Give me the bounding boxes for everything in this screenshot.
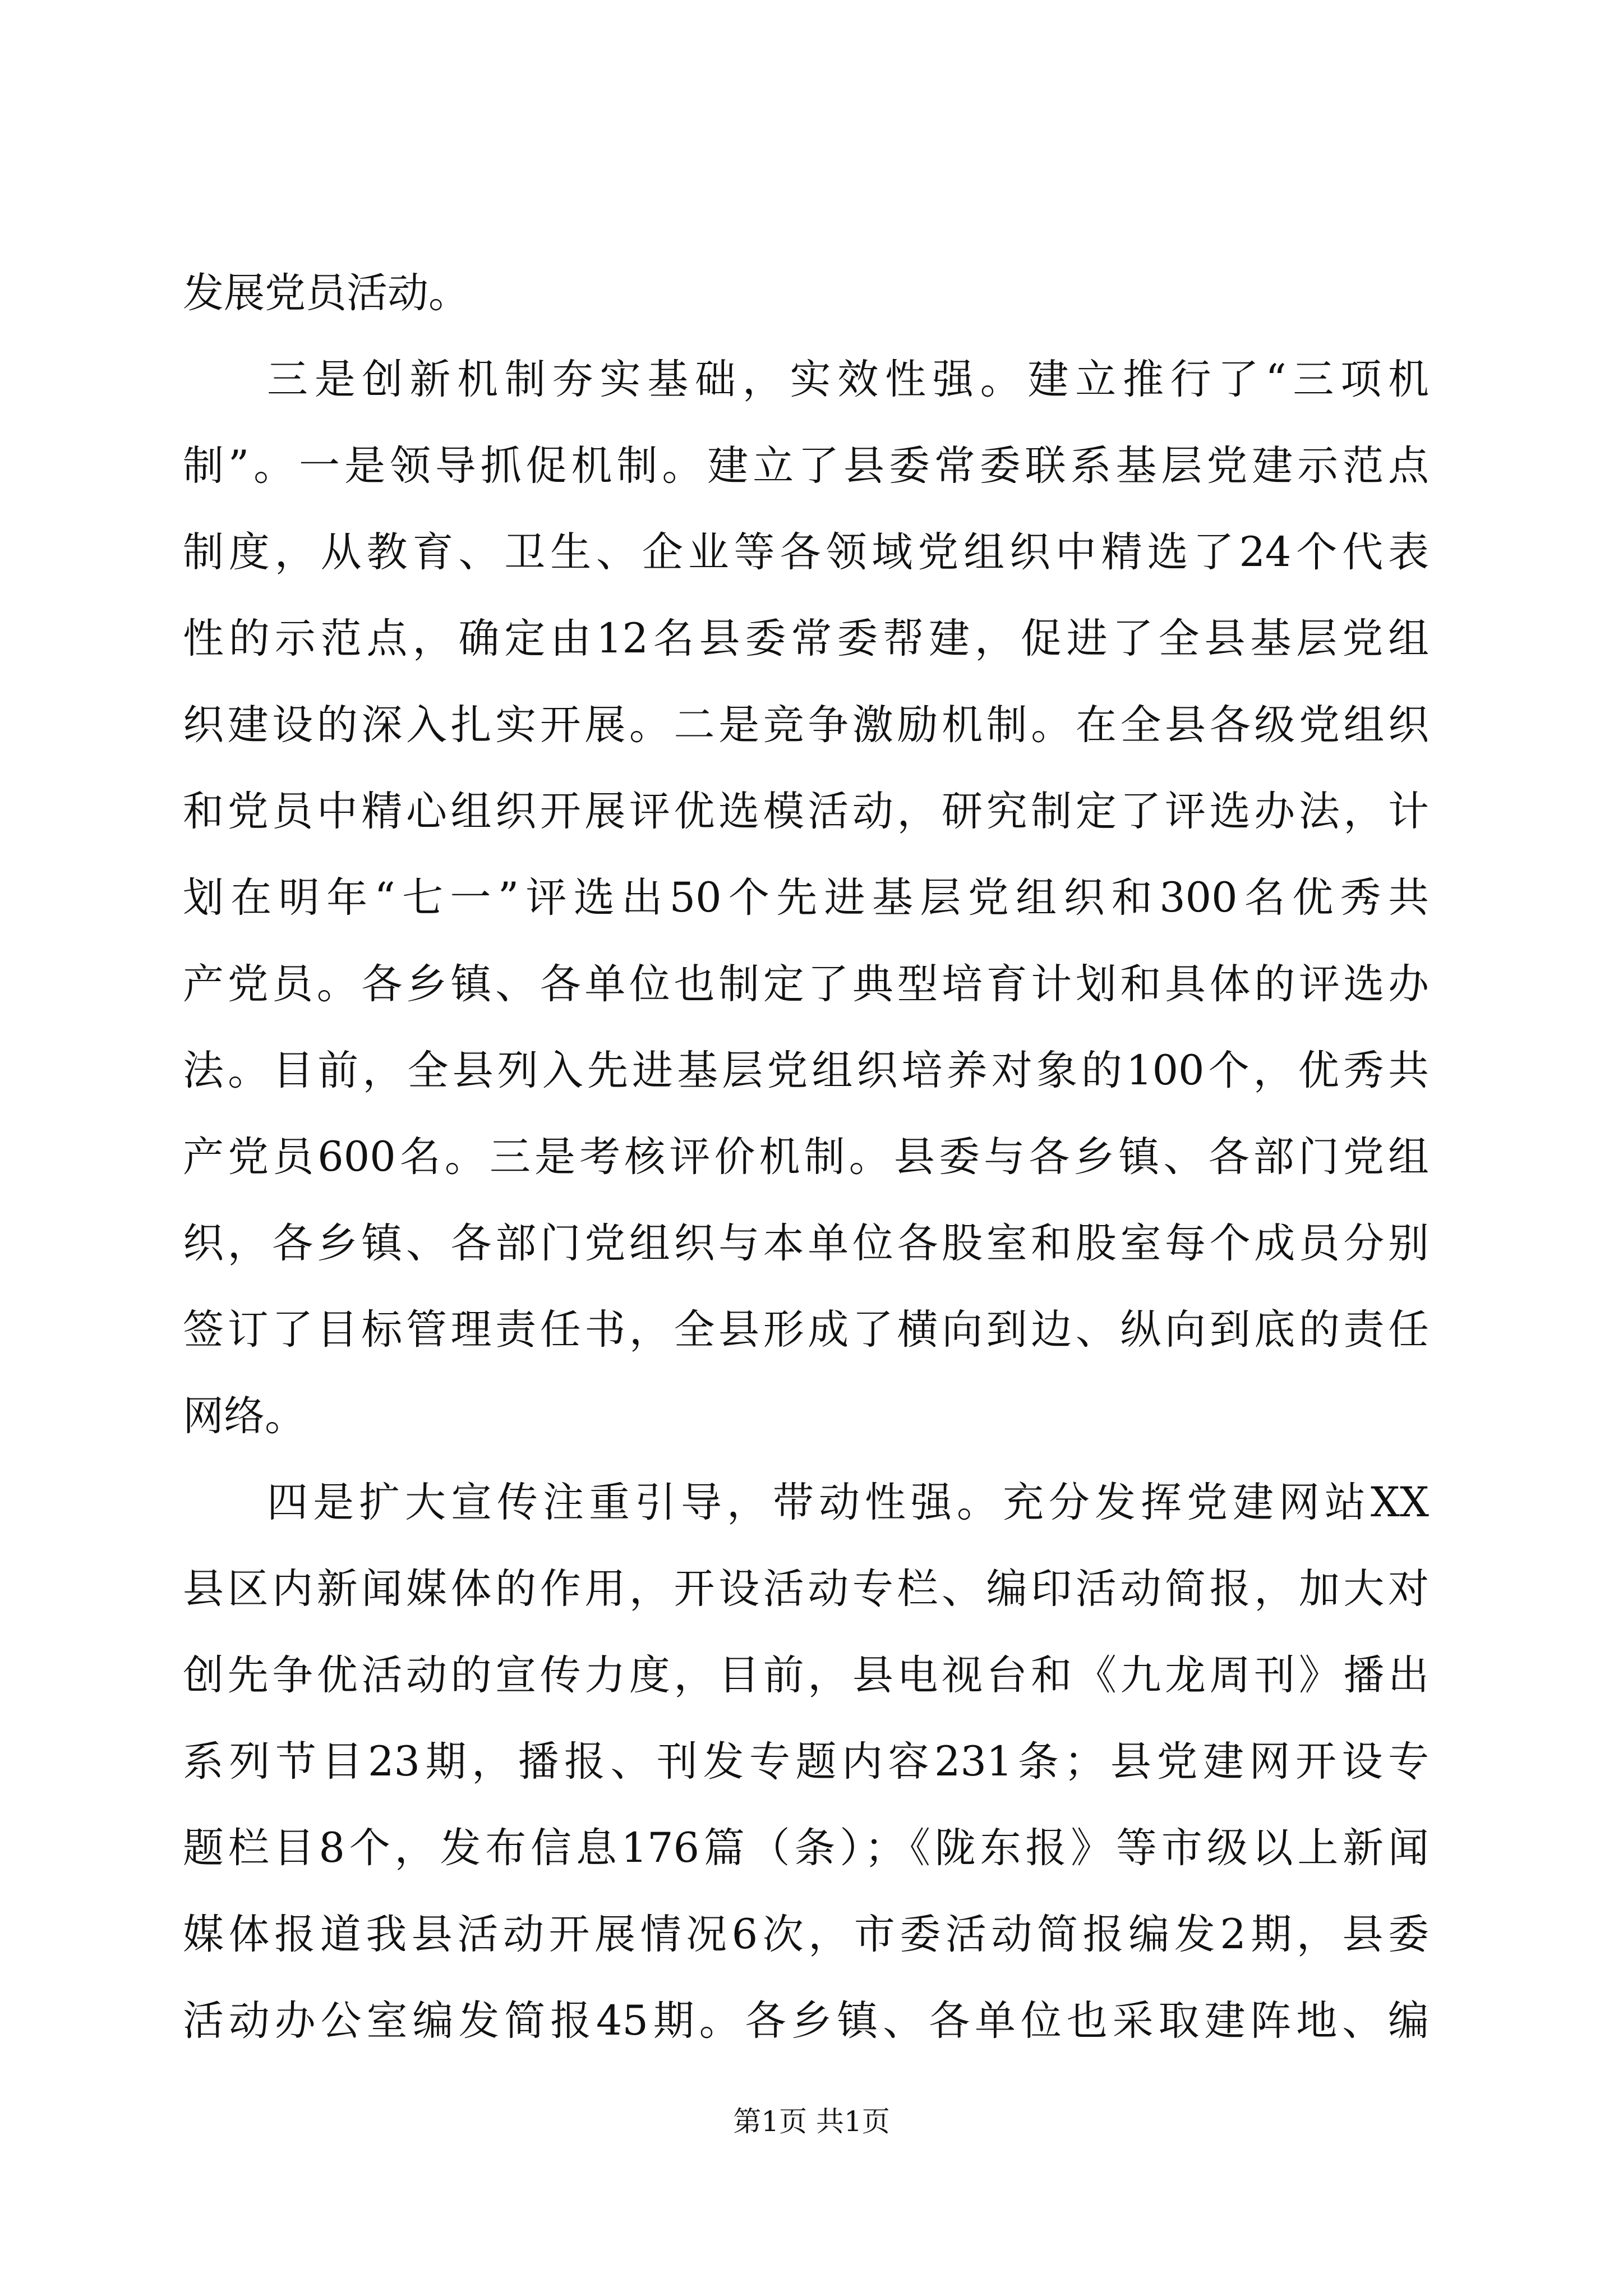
paragraph-line: 性的示范点，确定由12名县委常委帮建，促进了全县基层党组 — [183, 615, 1429, 662]
paragraph-line: 产党员。各乡镇、各单位也制定了典型培育计划和具体的评选办 — [183, 960, 1429, 1008]
paragraph-line: 四是扩大宣传注重引导，带动性强。充分发挥党建网站XX — [267, 1479, 1429, 1526]
paragraph-line: 和党员中精心组织开展评优选模活动，研究制定了评选办法，计 — [183, 788, 1429, 835]
paragraph-line: 媒体报道我县活动开展情况6次，市委活动简报编发2期，县委 — [183, 1911, 1429, 1958]
paragraph-line: 网络。 — [183, 1392, 306, 1440]
paragraph-line: 产党员600名。三是考核评价机制。县委与各乡镇、各部门党组 — [183, 1133, 1429, 1181]
paragraph-line: 县区内新闻媒体的作用，开设活动专栏、编印活动简报，加大对 — [183, 1565, 1429, 1613]
paragraph-line: 题栏目8个，发布信息176篇（条）；《陇东报》等市级以上新闻 — [183, 1824, 1429, 1872]
body-text — [183, 250, 1429, 2064]
page-number-label: 第1页 共1页 — [733, 2105, 890, 2138]
paragraph-line: 系列节目23期，播报、刊发专题内容231条；县党建网开设专 — [183, 1738, 1429, 1786]
paragraph-line: 三是创新机制夯实基础，实效性强。建立推行了“三项机 — [267, 356, 1429, 403]
paragraph-line: 活动办公室编发简报45期。各乡镇、各单位也采取建阵地、编 — [183, 1997, 1429, 2045]
paragraph-line: 制”。一是领导抓促机制。建立了县委常委联系基层党建示范点 — [183, 442, 1429, 490]
paragraph-line: 发展党员活动。 — [183, 269, 469, 317]
paragraph-line: 划在明年“七一”评选出50个先进基层党组织和300名优秀共 — [183, 874, 1429, 922]
paragraph-line: 签订了目标管理责任书，全县形成了横向到边、纵向到底的责任 — [183, 1306, 1429, 1354]
paragraph-line: 制度，从教育、卫生、企业等各领域党组织中精选了24个代表 — [183, 528, 1429, 576]
paragraph-line: 法。目前，全县列入先进基层党组织培养对象的100个，优秀共 — [183, 1047, 1429, 1094]
paragraph-line: 创先争优活动的宣传力度，目前，县电视台和《九龙周刊》播出 — [183, 1651, 1429, 1699]
paragraph-line: 织，各乡镇、各部门党组织与本单位各股室和股室每个成员分别 — [183, 1220, 1429, 1267]
paragraph-line: 织建设的深入扎实开展。二是竞争激励机制。在全县各级党组织 — [183, 701, 1429, 749]
page-footer — [0, 2099, 1623, 2144]
